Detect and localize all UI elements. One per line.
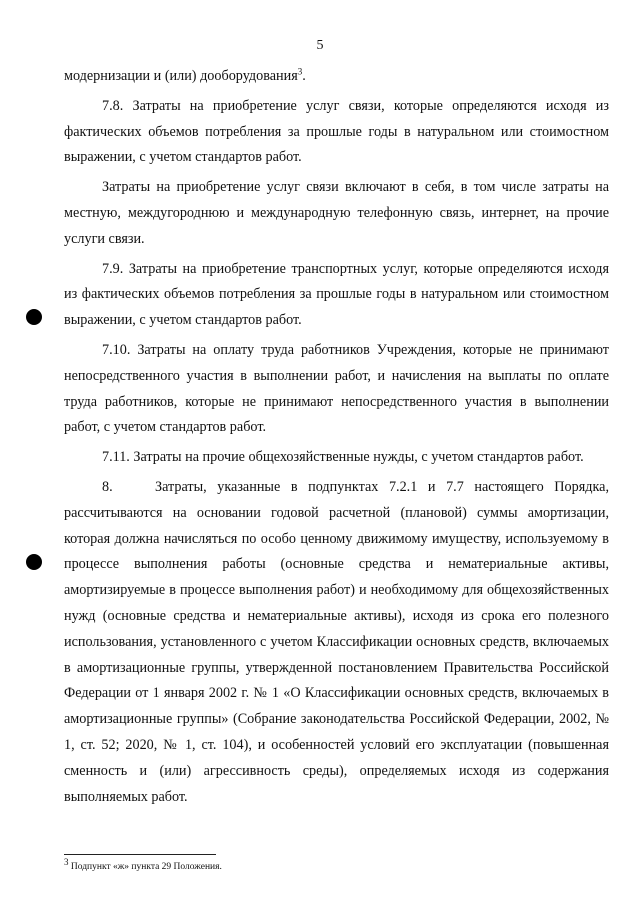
paragraph-continuation: модернизации и (или) дооборудования$^3$. — [64, 66, 306, 84]
paragraph-8: 8. Затраты, указанные в подпунктах 7.2.1 и 7.7 настоящего Порядка, рассчитываются на основании годовой расчетной (плановой) суммы амортизации, которая должна начисляться по особо ценному движимому имуществу, используемому в процессе выполнения работы (основные средства и нематериальные активы, амортизируемые в процессе выполнения работ) и необходимому для общехозяйственных нужд (основные средства и нематериальные активы), исходя из срока его полезного использования, установленного с учетом Классификации основных средств, включаемых в амортизационные группы, утвержденной постановлением Правительства Российской Федерации от 1 января 2002 г. № 1 «О Классификации основных средств, включаемых в амортизационные группы» (Собрание законодательства Российской Федерации, 2002, № 1, ст. 52; 2020, № 1, ст. 104), и особенностей условий его эксплуатации (повышенная сменность и (или) агрессивность среды), определяемых исходя из содержания выполняемых работ. — [64, 478, 609, 805]
page-number: 5 — [316, 38, 324, 53]
punch-hole-bottom — [26, 554, 42, 570]
body-text — [64, 64, 609, 810]
punch-hole-top — [26, 309, 42, 325]
footnote: $^3$ Подпункт «ж» пункта 29 Положения. — [64, 857, 222, 873]
paragraph-7-10: 7.10. Затраты на оплату труда работников Учреждения, которые не принимают непосредственного участия в выполнении работ, и начисления на выплаты по оплате труда работников, которые не принимают непосредственного участия в выполнении работ, с учетом стандартов работ. — [64, 341, 609, 436]
paragraph-7-8: 7.8. Затраты на приобретение услуг связи, которые определяются исходя из фактических объемов потребления за прошлые годы в натуральном или стоимостном выражении, с учетом стандартов работ. — [64, 97, 609, 166]
paragraph-communications: Затраты на приобретение услуг связи включают в себя, в том числе затраты на местную, междугороднюю и международную телефонную связь, интернет, на прочие услуги связи. — [64, 179, 609, 247]
footnote-divider — [64, 854, 216, 855]
footnote-reference: 3 — [297, 66, 303, 77]
paragraph-7-9: 7.9. Затраты на приобретение транспортных услуг, которые определяются исходя из фактических объемов потребления за прошлые годы в натуральном или стоимостном выражении, с учетом стандартов работ. — [64, 260, 609, 329]
paragraph-7-11: 7.11. Затраты на прочие общехозяйственные нужды, с учетом стандартов работ. — [102, 449, 584, 466]
